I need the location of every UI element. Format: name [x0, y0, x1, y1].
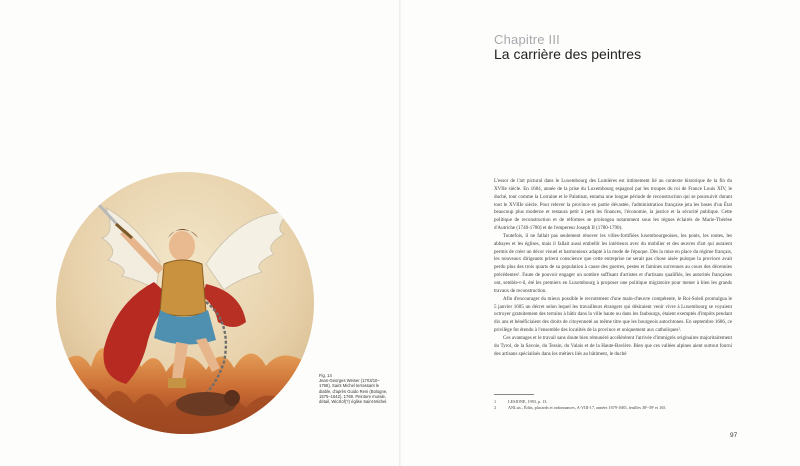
footnote-text: ANLux., Édits, placards et ordonnances, A-VIII-17, années 1679-1685, feuilles 38ᵛ-39ʳ et 165.: [508, 405, 667, 411]
footnote: [494, 405, 732, 411]
chapter-label: Chapitre III: [494, 32, 560, 47]
paragraph: Toutefois, il ne fallait pas seulement rénover les villes-fortifiées luxembourgeoises, les ponts, les routes, les abbayes et les églises, mais il fallait aussi embellir les intérieurs avec du mobilier et des œuvres d'art qui auraient permis de créer un décor visuel et harmonieux adapté à la mode de l'époque. Dès la mise en place du régime français, les nouveaux dirigeants prirent conscience que cette entreprise ne serait pas chose aisée puisque la province avait perdu plus des trois quarts de sa population à cause des guerres, pestes et famines survenues au cours des décennies précédentes¹. Faute de pouvoir engager un nombre suffisant d'artistes et d'artisans qualifiés, les autorités françaises ont, semble-t-il, été les premiers en Luxembourg à proposer une politique migratoire pour mener à bien les grands travaux de reconstruction.: [494, 232, 732, 294]
chapter-title: La carrière des peintres: [494, 46, 642, 62]
footnote-rule: [494, 394, 534, 395]
footnote-number: 2: [494, 405, 497, 411]
footnote-number: 1: [494, 399, 497, 404]
figure-caption: [319, 373, 391, 404]
gutter: [399, 0, 401, 466]
painting-illustration: [56, 172, 314, 434]
footnotes: [494, 399, 732, 411]
paragraph: Afin d'encourager du mieux possible le recrutement d'une main-d'œuvre compétente, le Roi-Soleil promulgua le 5 janvier 1685 un décret selon lequel les travailleurs étrangers qui désiraient venir vivre à Luxembourg se voyaient octroyer gratuitement des terrains à bâtir dans la ville haute ou dans les faubourgs, étaient exemptés d'impôts pendant dix ans et bénéficiaient des droits de citoyenneté au même titre que les bourgeois autochtones. En septembre 1686, ce privilège fut étendu à l'ensemble des localités de la province et uniquement aux catholiques².: [494, 295, 732, 334]
footnote-text: LESIONE, 1993, p. 13.: [508, 399, 548, 404]
paragraph: L'essor de l'art pictural dans le Luxembourg des Lumières est intimement lié au contexte historique de la fin du XVIIe siècle. En 1684, année de la prise du Luxembourg espagnol par les troupes du roi de France Louis XIV, le duché, tout comme la Lorraine et le Palatinat, entama une longue période de reconstruction qui se poursuivit durant tout le XVIIIe siècle. Pour relever la province en partie dévastée, l'administration française jeta les bases d'un État beaucoup plus moderne et restaura petit à petit les finances, l'économie, la justice et la sécurité publique. Cette politique de reconstruction et de réformes se prolongea notamment sous les règnes éclairés de Marie-Thérèse d'Autriche (1740-1780) et de l'empereur Joseph II (1780-1790).: [494, 178, 732, 232]
figure-caption-text: Jean-Georges Weiser (1703/10–1768), Saint Michel terrassant le diable, d'après Guido Reni (Bologne, 1575–1642), 1769. Peinture murale, détail, Wiczlof(?) église Saint-Michel.: [319, 378, 388, 405]
page-number: 97: [730, 432, 738, 439]
paragraph: Ces avantages et le travail sans doute bien rémunéré accélérèrent l'arrivée d'immigrés originaires majoritairement du Tyrol, de la Savoie, du Tessin, du Valais et de la Haute-Bavière. Bien que ces vallées alpines aient surtout fourni des artisans spécialisés dans les métiers liés au bâtiment, le duché: [494, 334, 732, 357]
figure-number: Fig. 14: [319, 373, 332, 378]
body-text: [494, 178, 732, 358]
painting-saint-michel: [56, 172, 314, 434]
